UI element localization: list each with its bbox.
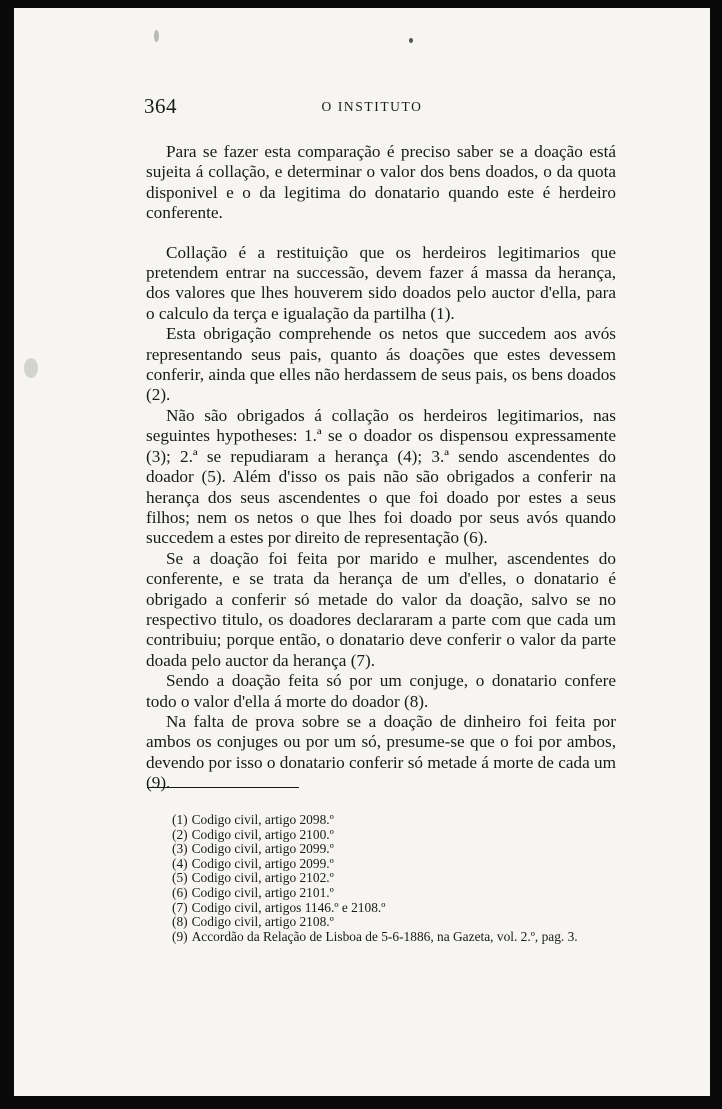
ink-speck (154, 30, 159, 42)
footnote (146, 901, 616, 916)
footnote-text: Codigo civil, artigo 2098.º (191, 812, 334, 827)
footnote (146, 842, 616, 857)
ink-speck (409, 38, 413, 43)
footnote-text: Codigo civil, artigo 2108.º (191, 914, 334, 930)
paragraph: Não são obrigados á collação os herdeiros legitimarios, nas seguintes hypotheses: 1.ª se o doador os dispensou expressamente (3); 2.ª se repudiaram a herança (4); 3.ª sendo ascendentes do doador (5). Além d'isso os pais não são obrigados a conferir na herança dos seus ascendentes o que foi doado por estes a seus filhos; nem os netos o que lhes foi doado por seus avós quando succedem a estes por direito de representação (6). (146, 405, 616, 548)
footnote (146, 871, 616, 886)
footnote (146, 857, 616, 872)
footnote-label: (6) (172, 884, 188, 900)
footnote-label: (5) (172, 870, 188, 886)
footnote-text: Codigo civil, artigo 2100.º (191, 826, 334, 842)
footnote-text: Codigo civil, artigo 2101.º (191, 884, 334, 900)
paragraph: Se a doação foi feita por marido e mulher, ascendentes do conferente, e se trata da herança de um d'elles, o donatario é obrigado a conferir só metade do valor da doação, salvo se no respectivo titulo, os doadores declararam a parte com que cada um contribuiu; porque então, o donatario deve conferir o valor da parte doada pelo auctor da herança (7). (146, 548, 616, 670)
body-text (146, 142, 616, 794)
footnote (146, 828, 616, 843)
paragraph: Na falta de prova sobre se a doação de dinheiro foi feita por ambos os conjuges ou por um só, presume-se que o foi por ambos, devendo por isso o donatario conferir só metade á morte de cada um (9). (146, 711, 616, 793)
footnote-text: Codigo civil, artigos 1146.º e 2108.º (191, 899, 386, 915)
footnotes-list (146, 813, 616, 944)
footnote-divider (147, 787, 299, 788)
footnote-label: (1) (172, 812, 188, 827)
footnote-label: (8) (172, 914, 188, 930)
footnote-text: Codigo civil, artigo 2099.º (191, 855, 334, 871)
page-number: 364 (144, 94, 177, 118)
page-header (134, 94, 610, 120)
footnote-label: (7) (172, 899, 188, 915)
paragraph: Collação é a restituição que os herdeiros legitimarios que pretendem entrar na successão, devem fazer á massa da herança, dos valores que lhes houverem sido doados pelo auctor d'ella, para o calculo da terça e igualação da partilha (1). (146, 242, 616, 323)
running-title: O INSTITUTO (321, 99, 423, 114)
footnote-label: (2) (172, 826, 188, 842)
footnote-label: (9) (172, 928, 188, 944)
footnote (146, 930, 616, 945)
ink-smudge (24, 358, 38, 378)
paragraph: Sendo a doação feita só por um conjuge, o donatario confere todo o valor d'ella á morte do doador (8). (146, 671, 616, 711)
footnote-label: (4) (172, 855, 188, 871)
footnote (146, 813, 616, 828)
footnote (146, 915, 616, 930)
footnote-text: Accordão da Relação de Lisboa de 5-6-1886, na Gazeta, vol. 2.º, pag. 3. (191, 928, 578, 944)
footnote-label: (3) (172, 841, 188, 857)
paragraph: Para se fazer esta comparação é preciso saber se a doação está sujeita á collação, e determinar o valor dos bens doados, o da quota disponivel e o da legitima do donatario quando este é herdeiro conferente. (146, 142, 616, 223)
paragraph: Esta obrigação comprehende os netos que succedem aos avós representando seus pais, quanto ás doações que estes devessem conferir, ainda que elles não herdassem de seus pais, os bens doados (2). (146, 324, 616, 405)
footnote (146, 886, 616, 901)
footnote-text: Codigo civil, artigo 2102.º (191, 870, 334, 886)
footnote-text: Codigo civil, artigo 2099.º (191, 841, 334, 857)
